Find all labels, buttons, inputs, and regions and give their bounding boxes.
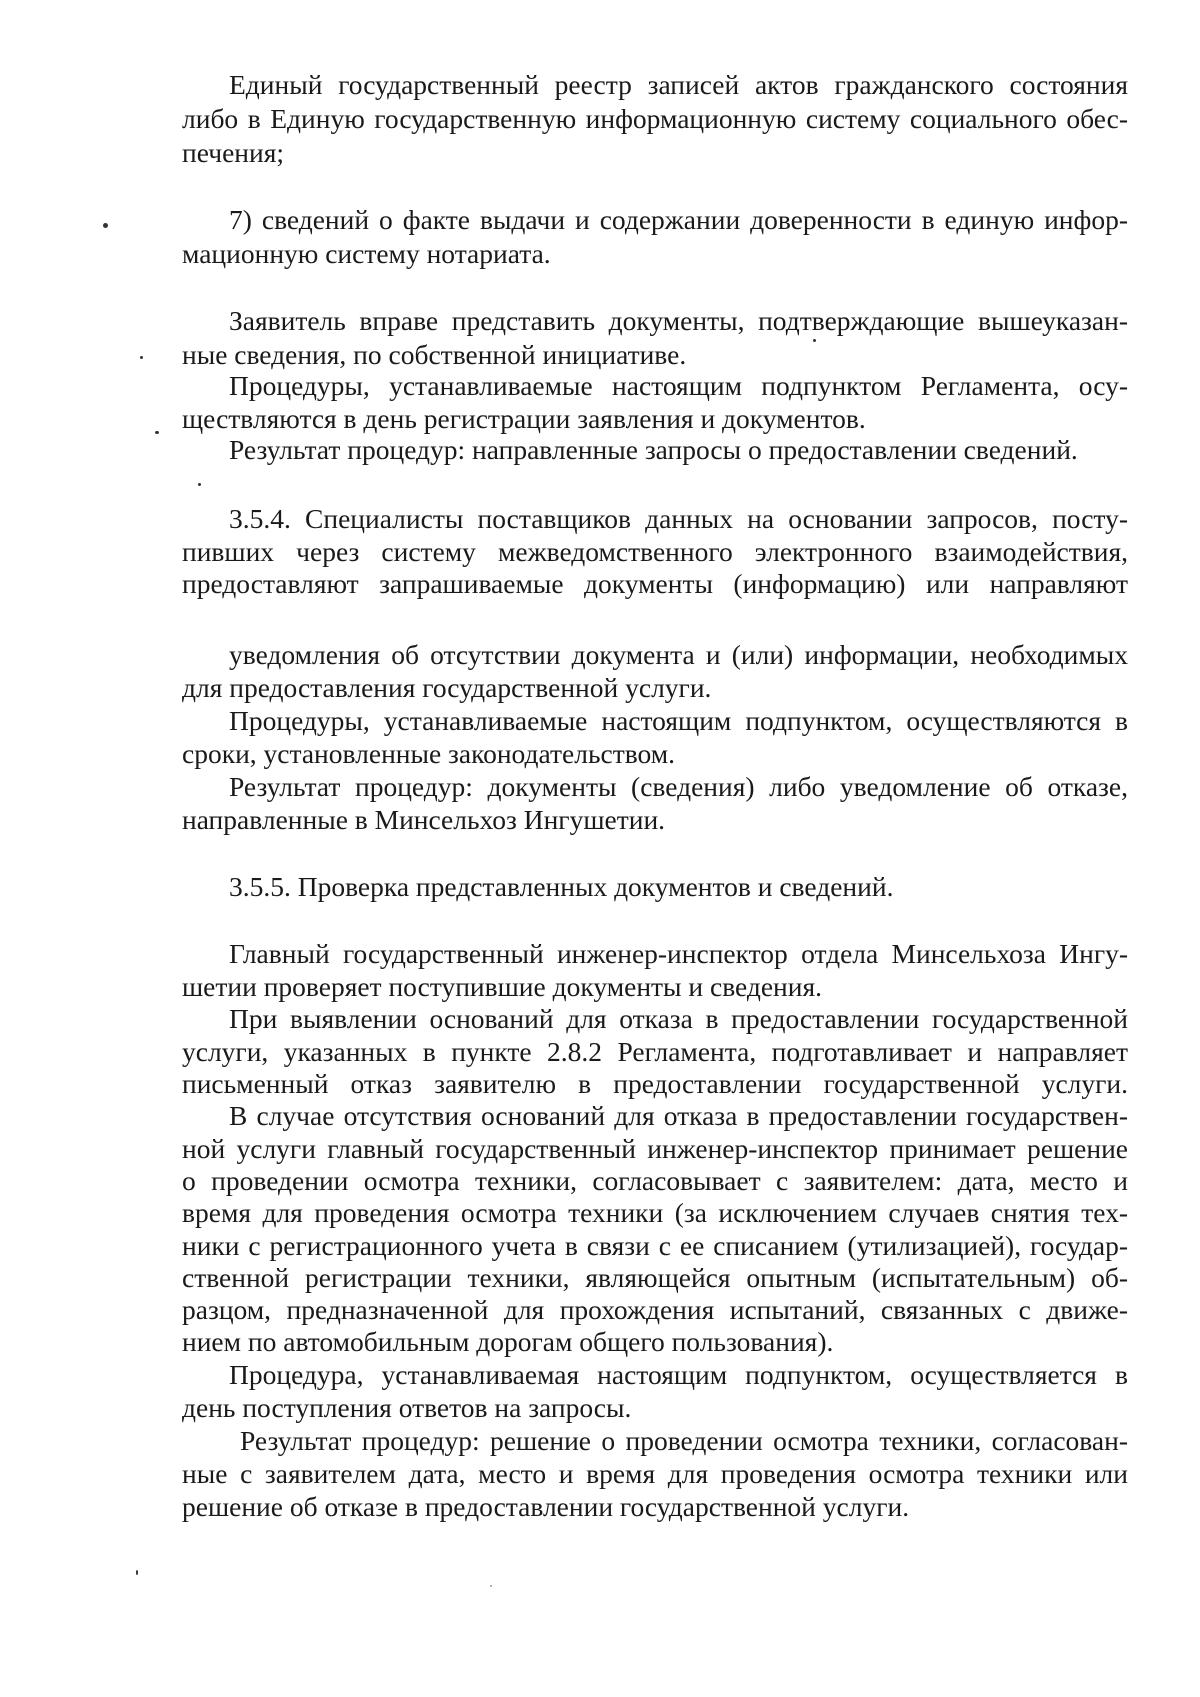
scan-speck (198, 483, 201, 486)
scan-speck (103, 223, 108, 228)
text-line: Процедуры, устанавливаемые настоящим подпунктом, осуществляются в (229, 705, 1128, 736)
scan-speck (136, 1570, 138, 1575)
text-line: для предоставления государственной услуги. (182, 672, 712, 703)
text-line: Единый государственный реестр записей актов гражданского состояния (229, 69, 1128, 100)
text-line: решение об отказе в предоставлении государственной услуги. (182, 1491, 910, 1522)
text-line: сроки, установленные законодательством. (182, 738, 676, 769)
text-line: Процедуры, устанавливаемые настоящим подпунктом Регламента, осу- (229, 370, 1128, 401)
section-heading: 3.5.5. Проверка представленных документов и сведений. (229, 871, 894, 902)
text-line: ники с регистрационного учета в связи с ее списанием (утилизацией), государ- (182, 1230, 1128, 1261)
text-line: Результат процедур: решение о проведении осмотра техники, согласован- (240, 1425, 1128, 1456)
text-line: день поступления ответов на запросы. (182, 1392, 632, 1423)
text-line: ной услуги главный государственный инженер-инспектор принимает решение (182, 1133, 1128, 1164)
text-line: направленные в Минсельхоз Ингушетии. (182, 804, 666, 835)
text-line: Заявитель вправе представить документы, подтверждающие вышеуказан- (229, 305, 1128, 336)
text-line: 7) сведений о факте выдачи и содержании доверенности в единую инфор- (229, 204, 1128, 235)
text-line: время для проведения осмотра техники (за исключением случаев снятия тех- (182, 1197, 1128, 1228)
scan-speck (813, 339, 816, 342)
text-line: В случае отсутствия оснований для отказа в предоставлении государствен- (229, 1100, 1128, 1131)
text-line: пивших через систему межведомственного электронного взаимодействия, (182, 536, 1128, 567)
text-line: ственной регистрации техники, являющейся опытным (испытательным) об- (182, 1262, 1128, 1293)
text-line: ные с заявителем дата, место и время для проведения осмотра техники или (182, 1458, 1128, 1489)
text-line: уведомления об отсутствии документа и (или) информации, необходимых (229, 639, 1128, 670)
scan-speck (490, 1585, 492, 1587)
text-line: Результат процедур: направленные запросы о предоставлении сведений. (229, 434, 1078, 465)
text-line: предоставляют запрашиваемые документы (информацию) или направляют (182, 568, 1128, 599)
text-line: письменный отказ заявителю в предоставлении государственной услуги. (182, 1068, 1128, 1099)
text-line: услуги, указанных в пункте 2.8.2 Регламента, подготавливает и направляет (182, 1036, 1128, 1067)
text-line: ществляются в день регистрации заявления и документов. (182, 403, 866, 434)
text-line: о проведении осмотра техники, согласовывает с заявителем: дата, место и (182, 1165, 1128, 1196)
text-line: Процедура, устанавливаемая настоящим подпунктом, осуществляется в (229, 1359, 1128, 1390)
text-line: печения; (182, 137, 284, 168)
text-line: шетии проверяет поступившие документы и сведения. (182, 971, 823, 1002)
text-line: мационную систему нотариата. (182, 238, 551, 269)
scan-speck (155, 431, 159, 434)
text-line: либо в Единую государственную информационную систему социального обес- (182, 103, 1128, 134)
text-line: При выявлении оснований для отказа в предоставлении государственной (229, 1003, 1128, 1034)
text-line: нием по автомобильным дорогам общего пользования). (182, 1326, 834, 1357)
text-line: разцом, предназначенной для прохождения испытаний, связанных с движе- (182, 1294, 1128, 1325)
text-line: Результат процедур: документы (сведения) либо уведомление об отказе, (229, 771, 1128, 802)
text-line: Главный государственный инженер-инспектор отдела Минсельхоза Ингу- (229, 938, 1128, 969)
text-line: ные сведения, по собственной инициативе. (182, 339, 687, 370)
text-line: 3.5.4. Специалисты поставщиков данных на основании запросов, посту- (229, 503, 1128, 534)
scan-speck (140, 356, 143, 359)
